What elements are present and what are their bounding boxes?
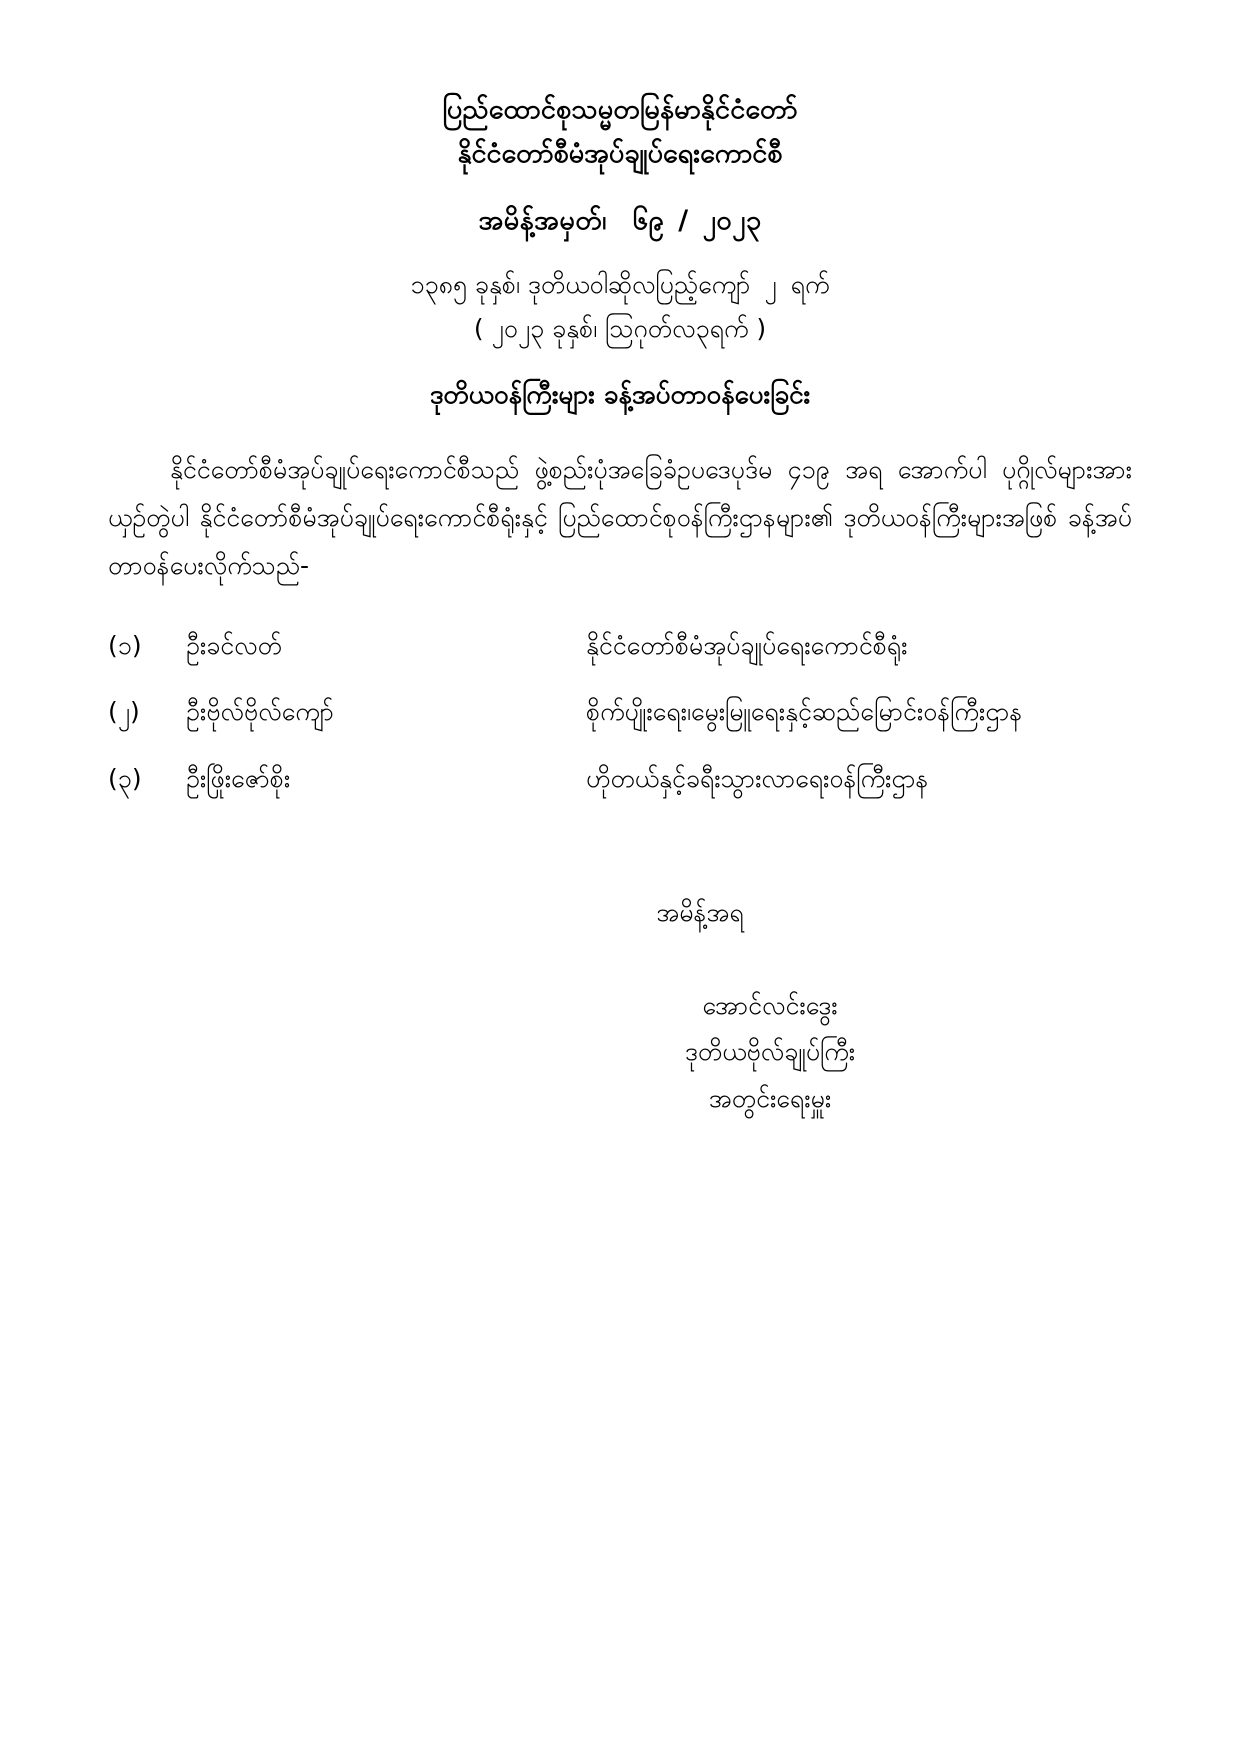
- appointee-ministry: နိုင်ငံတော်စီမံအုပ်ချုပ်ရေးကောင်စီရုံး: [586, 630, 908, 660]
- order-number-slash: /: [678, 205, 689, 237]
- appointee-ministry: ဟိုတယ်နှင့်ခရီးသွားလာရေးဝန်ကြီးဌာန: [586, 763, 929, 793]
- header-council-line: နိုင်ငံတော်စီမံအုပ်ချုပ်ရေးကောင်စီ: [457, 137, 783, 169]
- document-subject: ဒုတိယဝန်ကြီးများ ခန့်အပ်တာဝန်ပေးခြင်း: [429, 379, 811, 410]
- signatory-details: [408, 983, 1132, 1123]
- document-header: [108, 88, 1132, 416]
- burmese-era-day: ၂: [764, 270, 777, 300]
- table-row: [108, 624, 1132, 691]
- appointee-name: ဦးခင်လတ်: [186, 630, 282, 660]
- appointee-number: (၂): [108, 697, 140, 727]
- gregorian-day-unit: ရက် ): [709, 314, 767, 344]
- appointee-number: (၃): [108, 763, 142, 793]
- appointee-ministry: စိုက်ပျိုးရေး၊မွေးမြူရေးနှင့်ဆည်မြောင်းဝန်ကြီးဌာန: [586, 697, 1023, 727]
- burmese-era-day-unit: ရက်: [790, 270, 830, 300]
- appointee-number: (၁): [108, 630, 142, 660]
- order-year-value: ၂၀၂၃: [702, 205, 762, 237]
- signatory-position: အတွင်းရေးမှူး: [708, 1083, 832, 1113]
- header-country-line: ပြည်ထောင်စုသမ္မတမြန်မာနိုင်ငံတော်: [442, 94, 798, 125]
- gregorian-date: ( ၂၀၂၃ ခုနှစ်၊ သြဂုတ်လ: [473, 314, 696, 344]
- signatory-name: အောင်လင်းဒွေး: [702, 990, 838, 1020]
- gregorian-day: ၃: [695, 314, 710, 344]
- gregorian-date-line: [108, 307, 1132, 351]
- appointee-name: ဦးဖြိုးဇော်စိုး: [186, 763, 291, 793]
- table-row: [108, 690, 1132, 757]
- order-number-label: အမိန့်အမှတ်၊: [478, 205, 607, 237]
- signatory-rank: ဒုတိယဗိုလ်ချုပ်ကြီး: [684, 1037, 856, 1067]
- document-body-paragraph: နိုင်ငံတော်စီမံအုပ်ချုပ်ရေးကောင်စီသည် ဖွဲ့စည်းပုံအခြေခံဥပဒေပုဒ်မ ၄၁၉ အရ အောက်ပါ ပုဂ္ဂိုလ်များအား ယှဉ်တွဲပါ နိုင်ငံတော်စီမံအုပ်ချုပ်ရေးကောင်စီရုံးနှင့် ပြည်ထောင်စုဝန်ကြီးဌာနများ၏ ဒုတိယဝန်ကြီးများအဖြစ် ခန့်အပ်တာဝန်ပေးလိုက်သည်-: [108, 454, 1132, 580]
- signature-block: [108, 889, 1132, 1122]
- appointee-list: [108, 624, 1132, 824]
- burmese-era-date-line: [108, 263, 1132, 307]
- appointee-name: ဦးဗိုလ်ဗိုလ်ကျော်: [186, 697, 334, 727]
- order-number-line: [108, 203, 1132, 243]
- by-order-label: အမိန့်အရ: [656, 898, 744, 928]
- table-row: [108, 757, 1132, 824]
- burmese-era-date: ၁၃၈၅ ခုနှစ်၊ ဒုတိယဝါဆိုလပြည့်ကျော်: [410, 270, 751, 300]
- order-number-value: ၆၉: [632, 205, 665, 237]
